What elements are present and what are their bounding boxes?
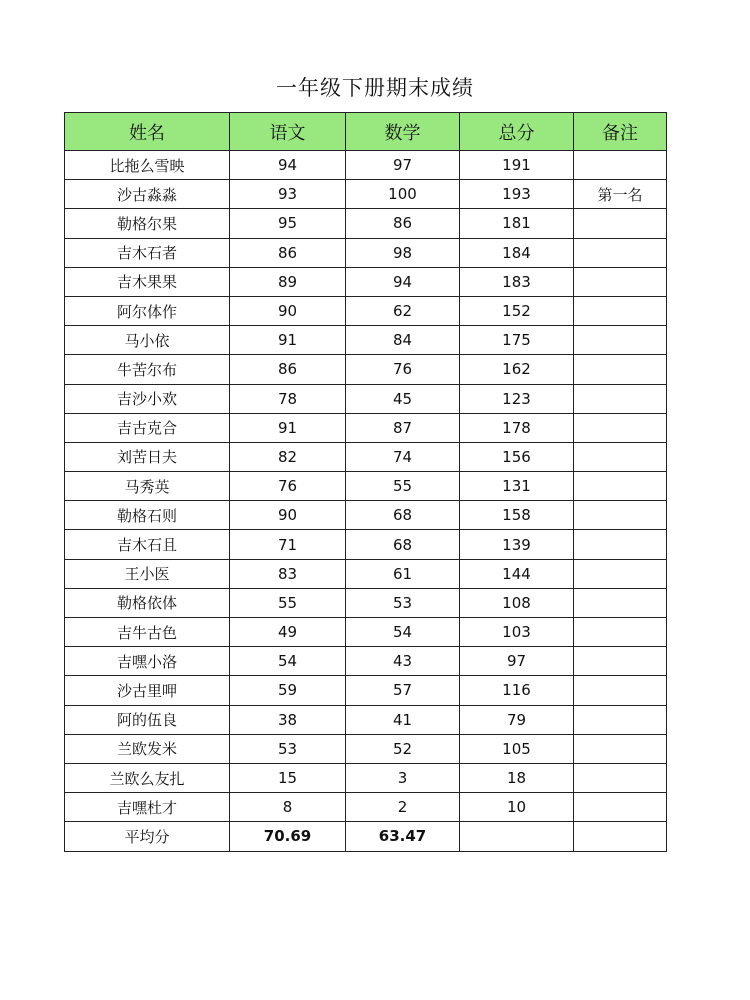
cell-total: 103 [460,618,574,647]
average-total [460,822,574,851]
cell-chinese: 54 [230,647,346,676]
cell-note [574,501,667,530]
cell-note [574,647,667,676]
cell-chinese: 38 [230,705,346,734]
cell-note [574,676,667,705]
cell-math: 74 [346,442,460,471]
table-row [65,209,667,238]
cell-name: 吉木石者 [65,238,230,267]
header-row [65,113,667,151]
table-row [65,618,667,647]
cell-note: 第一名 [574,180,667,209]
cell-chinese: 90 [230,296,346,325]
cell-note [574,530,667,559]
cell-name: 沙古淼淼 [65,180,230,209]
cell-name: 吉牛古色 [65,618,230,647]
cell-note [574,705,667,734]
cell-chinese: 95 [230,209,346,238]
cell-math: 3 [346,763,460,792]
table-row [65,180,667,209]
cell-math: 100 [346,180,460,209]
average-math: 63.47 [346,822,460,851]
cell-math: 62 [346,296,460,325]
cell-math: 97 [346,151,460,180]
cell-chinese: 89 [230,267,346,296]
cell-total: 131 [460,472,574,501]
cell-total: 191 [460,151,574,180]
table-row [65,793,667,822]
cell-name: 吉沙小欢 [65,384,230,413]
table-row [65,734,667,763]
cell-chinese: 82 [230,442,346,471]
header-chinese: 语文 [230,113,346,151]
cell-total: 158 [460,501,574,530]
cell-math: 76 [346,355,460,384]
table-row [65,530,667,559]
cell-chinese: 53 [230,734,346,763]
cell-note [574,296,667,325]
table-row [65,238,667,267]
cell-name: 吉木果果 [65,267,230,296]
cell-name: 沙古里呷 [65,676,230,705]
cell-math: 61 [346,559,460,588]
cell-total: 116 [460,676,574,705]
cell-name: 马秀英 [65,472,230,501]
cell-math: 54 [346,618,460,647]
table-row [65,676,667,705]
cell-math: 52 [346,734,460,763]
cell-total: 183 [460,267,574,296]
cell-math: 68 [346,530,460,559]
cell-math: 2 [346,793,460,822]
cell-math: 43 [346,647,460,676]
cell-chinese: 86 [230,238,346,267]
cell-math: 68 [346,501,460,530]
cell-name: 兰欧么友扎 [65,763,230,792]
cell-chinese: 83 [230,559,346,588]
cell-math: 41 [346,705,460,734]
table-row [65,326,667,355]
cell-chinese: 59 [230,676,346,705]
cell-math: 57 [346,676,460,705]
cell-name: 王小医 [65,559,230,588]
table-row [65,501,667,530]
cell-total: 193 [460,180,574,209]
cell-chinese: 90 [230,501,346,530]
cell-math: 45 [346,384,460,413]
cell-note [574,267,667,296]
average-chinese: 70.69 [230,822,346,851]
average-label: 平均分 [65,822,230,851]
table-row [65,442,667,471]
cell-note [574,588,667,617]
cell-note [574,734,667,763]
cell-note [574,763,667,792]
header-name: 姓名 [65,113,230,151]
table-row [65,559,667,588]
cell-note [574,384,667,413]
table-row [65,472,667,501]
cell-total: 123 [460,384,574,413]
cell-total: 108 [460,588,574,617]
table-row [65,384,667,413]
cell-chinese: 78 [230,384,346,413]
cell-total: 97 [460,647,574,676]
table-row [65,763,667,792]
cell-name: 马小依 [65,326,230,355]
cell-note [574,559,667,588]
table-row [65,296,667,325]
table-row [65,413,667,442]
average-note [574,822,667,851]
cell-chinese: 71 [230,530,346,559]
cell-total: 18 [460,763,574,792]
page-title: 一年级下册期末成绩 [276,76,474,100]
cell-total: 184 [460,238,574,267]
cell-math: 53 [346,588,460,617]
table-row [65,647,667,676]
cell-math: 84 [346,326,460,355]
cell-chinese: 86 [230,355,346,384]
cell-name: 阿的伍良 [65,705,230,734]
cell-total: 79 [460,705,574,734]
table-row [65,705,667,734]
header-total: 总分 [460,113,574,151]
cell-note [574,209,667,238]
cell-note [574,793,667,822]
cell-math: 86 [346,209,460,238]
grades-body [65,151,667,822]
cell-note [574,472,667,501]
cell-math: 87 [346,413,460,442]
cell-total: 152 [460,296,574,325]
cell-total: 10 [460,793,574,822]
cell-note [574,618,667,647]
cell-total: 175 [460,326,574,355]
cell-name: 勒格石则 [65,501,230,530]
cell-total: 181 [460,209,574,238]
cell-total: 105 [460,734,574,763]
cell-math: 98 [346,238,460,267]
cell-total: 178 [460,413,574,442]
table-row [65,588,667,617]
cell-math: 55 [346,472,460,501]
cell-chinese: 55 [230,588,346,617]
header-math: 数学 [346,113,460,151]
table-row [65,355,667,384]
cell-chinese: 8 [230,793,346,822]
cell-name: 勒格依体 [65,588,230,617]
cell-name: 兰欧发米 [65,734,230,763]
cell-note [574,413,667,442]
cell-chinese: 93 [230,180,346,209]
cell-chinese: 91 [230,413,346,442]
cell-note [574,326,667,355]
grades-table [64,112,667,852]
cell-name: 吉嘿杜才 [65,793,230,822]
cell-chinese: 15 [230,763,346,792]
cell-note [574,238,667,267]
cell-name: 刘苦日夫 [65,442,230,471]
cell-chinese: 91 [230,326,346,355]
average-row [65,822,667,851]
cell-name: 吉古克合 [65,413,230,442]
cell-total: 162 [460,355,574,384]
cell-note [574,355,667,384]
cell-total: 139 [460,530,574,559]
header-note: 备注 [574,113,667,151]
cell-name: 吉嘿小洛 [65,647,230,676]
cell-name: 吉木石且 [65,530,230,559]
cell-note [574,442,667,471]
cell-total: 144 [460,559,574,588]
cell-total: 156 [460,442,574,471]
cell-chinese: 76 [230,472,346,501]
table-row [65,151,667,180]
cell-chinese: 94 [230,151,346,180]
cell-note [574,151,667,180]
cell-math: 94 [346,267,460,296]
cell-name: 阿尔体作 [65,296,230,325]
cell-chinese: 49 [230,618,346,647]
table-row [65,267,667,296]
cell-name: 牛苦尔布 [65,355,230,384]
cell-name: 勒格尔果 [65,209,230,238]
cell-name: 比拖么雪映 [65,151,230,180]
